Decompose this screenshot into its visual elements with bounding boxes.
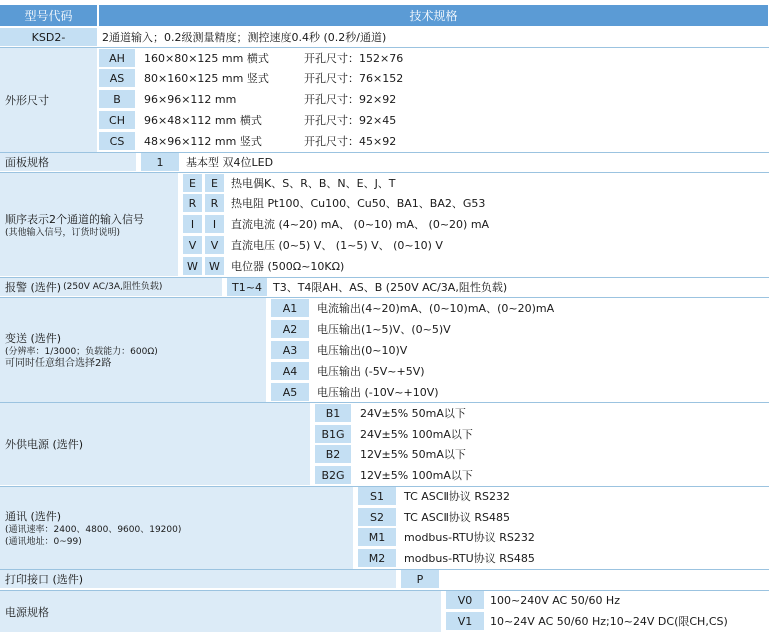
alarm-desc: T3、T4限AH、AS、B (250V AC/3A,阻性负载) bbox=[273, 281, 508, 294]
power-out-code-b1g: B1G bbox=[315, 425, 351, 443]
shape-size-ch: 96×48×112 mm 横式 bbox=[144, 114, 262, 127]
input-c2-v: V bbox=[205, 236, 224, 254]
shape-code-cs: CS bbox=[99, 132, 135, 150]
input-c2-w: W bbox=[205, 257, 224, 275]
shape-size-cs: 48×96×112 mm 竖式 bbox=[144, 135, 262, 148]
power-out-code-b2: B2 bbox=[315, 445, 351, 463]
transmit-desc-a4: 电压输出 (-5V~+5V) bbox=[317, 365, 425, 378]
input-c2-r: R bbox=[205, 194, 224, 212]
shape-label: 外形尺寸 bbox=[0, 48, 97, 152]
print-label: 打印接口 (选件) bbox=[0, 570, 396, 588]
transmit-code-a3: A3 bbox=[271, 341, 309, 359]
transmit-note2: 可同时任意组合选择2路 bbox=[5, 358, 112, 369]
transmit-label-block bbox=[0, 298, 266, 402]
input-c2-e: E bbox=[205, 174, 224, 192]
shape-cut-ch: 开孔尺寸：92×45 bbox=[304, 114, 397, 127]
comm-label-block bbox=[0, 487, 353, 569]
comm-note1: (通讯速率：2400、4800、9600、19200) bbox=[5, 525, 182, 535]
model-desc: 2通道输入；0.2级测量精度；测控速度0.4秒 (0.2秒/通道) bbox=[102, 31, 387, 44]
power-code-v0: V0 bbox=[446, 591, 484, 609]
transmit-code-a5: A5 bbox=[271, 383, 309, 401]
print-code: P bbox=[401, 570, 439, 588]
shape-size-b: 96×96×112 mm bbox=[144, 92, 237, 106]
input-label-block bbox=[0, 173, 178, 276]
input-c2-i: I bbox=[205, 215, 224, 233]
comm-code-s2: S2 bbox=[358, 508, 396, 526]
comm-label: 通讯 (选件) bbox=[5, 510, 62, 523]
power-out-desc-b1: 24V±5% 50mA以下 bbox=[360, 407, 466, 420]
transmit-desc-a1: 电流输出(4~20)mA、(0~10)mA、(0~20)mA bbox=[317, 302, 555, 315]
power-desc-v1: 10~24V AC 50/60 Hz;10~24V DC(限CH,CS) bbox=[490, 615, 728, 628]
transmit-desc-a3: 电压输出(0~10)V bbox=[317, 344, 408, 357]
shape-code-ah: AH bbox=[99, 49, 135, 67]
comm-note2: (通讯地址：0~99) bbox=[5, 537, 82, 547]
shape-size-as: 80×160×125 mm 竖式 bbox=[144, 72, 269, 85]
transmit-label: 变送 (选件) bbox=[5, 332, 62, 345]
transmit-code-a4: A4 bbox=[271, 362, 309, 380]
comm-desc-s1: TC ASCⅡ协议 RS232 bbox=[404, 490, 510, 503]
transmit-code-a1: A1 bbox=[271, 299, 309, 317]
panel-desc: 基本型 双4位LED bbox=[186, 156, 274, 169]
input-desc-v: 直流电压 (0~5) V、 (1~5) V、 (0~10) V bbox=[231, 239, 443, 252]
input-desc-e: 热电偶K、S、R、B、N、E、J、T bbox=[231, 177, 396, 190]
comm-desc-m2: modbus-RTU协议 RS485 bbox=[404, 552, 535, 565]
input-desc-w: 电位器 (500Ω~10KΩ) bbox=[231, 260, 345, 273]
power-out-code-b2g: B2G bbox=[315, 466, 351, 484]
model-code: KSD2- bbox=[0, 28, 97, 46]
power-out-desc-b2: 12V±5% 50mA以下 bbox=[360, 448, 466, 461]
shape-code-ch: CH bbox=[99, 111, 135, 129]
comm-code-m1: M1 bbox=[358, 528, 396, 546]
input-desc-r: 热电阻 Pt100、Cu100、Cu50、BA1、BA2、G53 bbox=[231, 197, 486, 210]
comm-desc-s2: TC ASCⅡ协议 RS485 bbox=[404, 511, 510, 524]
power-desc-v0: 100~240V AC 50/60 Hz bbox=[490, 593, 620, 607]
transmit-desc-a2: 电压输出(1~5)V、(0~5)V bbox=[317, 323, 451, 336]
input-note: (其他输入信号，订货时说明) bbox=[5, 227, 121, 238]
comm-code-m2: M2 bbox=[358, 549, 396, 567]
input-c1-w: W bbox=[183, 257, 202, 275]
panel-code: 1 bbox=[141, 153, 179, 171]
header-code: 型号代码 bbox=[0, 5, 97, 26]
alarm-label: 报警 (选件) bbox=[5, 281, 62, 294]
shape-code-b: B bbox=[99, 90, 135, 108]
power-out-desc-b2g: 12V±5% 100mA以下 bbox=[360, 469, 473, 482]
input-desc-i: 直流电流 (4~20) mA、 (0~10) mA、 (0~20) mA bbox=[231, 218, 490, 231]
power-code-v1: V1 bbox=[446, 612, 484, 630]
power-label: 电源规格 bbox=[0, 591, 441, 632]
power-out-code-b1: B1 bbox=[315, 404, 351, 422]
panel-label: 面板规格 bbox=[0, 153, 136, 171]
header-spec: 技术规格 bbox=[99, 5, 768, 26]
alarm-label-block bbox=[0, 278, 222, 296]
transmit-desc-a5: 电压输出 (-10V~+10V) bbox=[317, 386, 439, 399]
comm-code-s1: S1 bbox=[358, 487, 396, 505]
shape-size-ah: 160×80×125 mm 横式 bbox=[144, 52, 269, 65]
power-out-desc-b1g: 24V±5% 100mA以下 bbox=[360, 428, 473, 441]
power-out-label: 外供电源 (选件) bbox=[0, 403, 310, 485]
input-c1-e: E bbox=[183, 174, 202, 192]
shape-cut-as: 开孔尺寸：76×152 bbox=[304, 72, 404, 85]
alarm-note: (250V AC/3A,阻性负载) bbox=[63, 282, 163, 292]
alarm-code: T1~4 bbox=[227, 278, 267, 296]
comm-desc-m1: modbus-RTU协议 RS232 bbox=[404, 531, 535, 544]
input-c1-i: I bbox=[183, 215, 202, 233]
shape-cut-b: 开孔尺寸：92×92 bbox=[304, 93, 397, 106]
shape-cut-ah: 开孔尺寸：152×76 bbox=[304, 52, 404, 65]
input-c1-v: V bbox=[183, 236, 202, 254]
input-c1-r: R bbox=[183, 194, 202, 212]
transmit-note1: (分辨率：1/3000；负载能力：600Ω) bbox=[5, 347, 158, 357]
input-label: 顺序表示2个通道的输入信号 bbox=[5, 212, 144, 226]
shape-cut-cs: 开孔尺寸：45×92 bbox=[304, 135, 397, 148]
shape-code-as: AS bbox=[99, 69, 135, 87]
transmit-code-a2: A2 bbox=[271, 320, 309, 338]
